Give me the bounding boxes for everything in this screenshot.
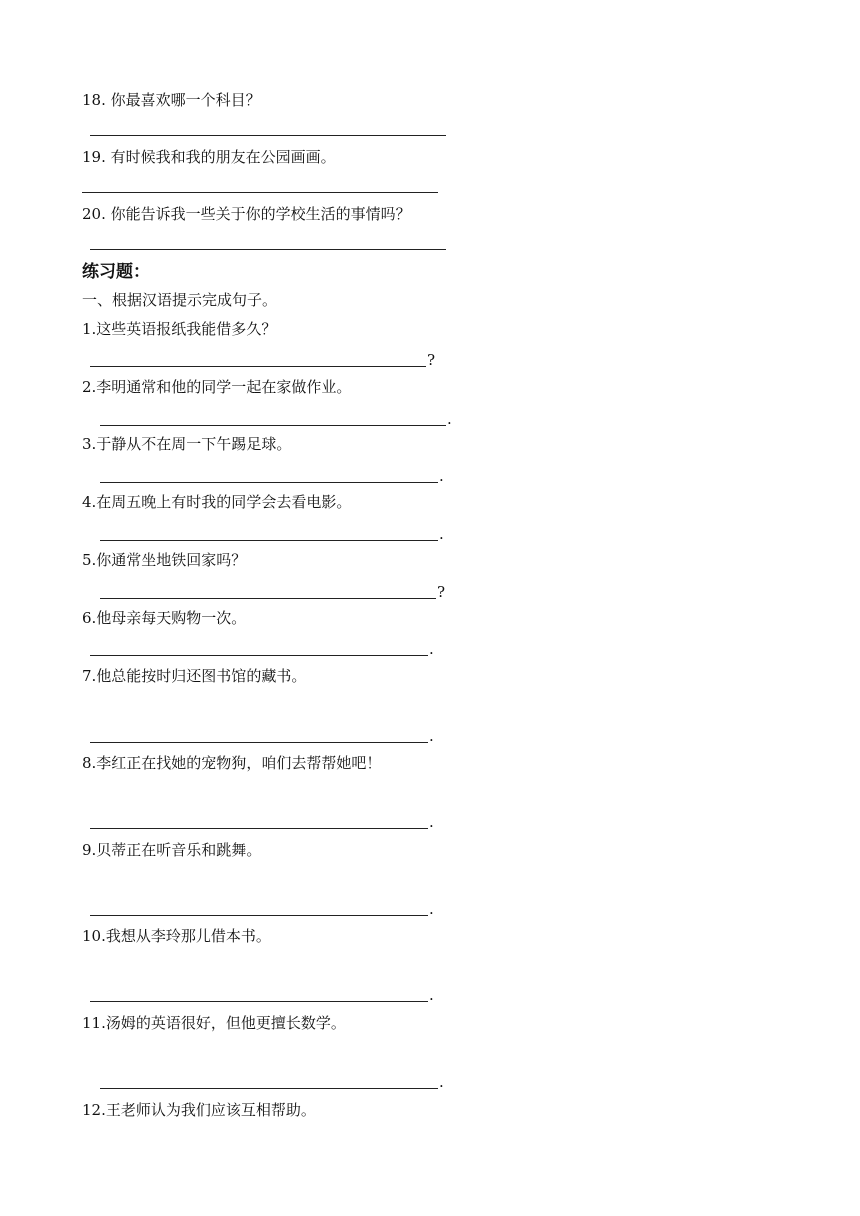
end-punct-3: .	[439, 467, 444, 485]
end-punct-8: .	[429, 813, 434, 831]
answer-blank-4[interactable]	[100, 540, 438, 541]
answer-blank-8[interactable]	[90, 828, 428, 829]
answer-blank-10[interactable]	[90, 1001, 428, 1002]
end-punct-9: .	[429, 900, 434, 918]
question-18: 18. 你最喜欢哪一个科目？	[82, 91, 261, 109]
end-punct-2: .	[447, 410, 452, 428]
exercise-1: 1.这些英语报纸我能借多久？	[82, 320, 277, 338]
answer-blank-1[interactable]	[90, 366, 426, 367]
answer-blank-9[interactable]	[90, 915, 428, 916]
exercise-11: 11.汤姆的英语很好，但他更擅长数学。	[82, 1014, 346, 1032]
section-heading: 练习题：	[82, 262, 150, 282]
answer-blank-3[interactable]	[100, 482, 438, 483]
end-punct-11: .	[439, 1073, 444, 1091]
exercise-8: 8.李红正在找她的宠物狗，咱们去帮帮她吧！	[82, 754, 382, 772]
end-punct-1: ?	[427, 351, 436, 369]
answer-blank-5[interactable]	[100, 598, 436, 599]
exercise-7: 7.他总能按时归还图书馆的藏书。	[82, 667, 307, 685]
end-punct-10: .	[429, 986, 434, 1004]
end-punct-5: ?	[437, 583, 446, 601]
answer-blank-20[interactable]	[90, 249, 446, 250]
exercise-10: 10.我想从李玲那儿借本书。	[82, 927, 271, 945]
exercise-9: 9.贝蒂正在听音乐和跳舞。	[82, 841, 262, 859]
exercise-3: 3.于静从不在周一下午踢足球。	[82, 435, 292, 453]
exercise-4: 4.在周五晚上有时我的同学会去看电影。	[82, 493, 352, 511]
exercise-2: 2.李明通常和他的同学一起在家做作业。	[82, 378, 352, 396]
answer-blank-6[interactable]	[90, 655, 428, 656]
exercise-6: 6.他母亲每天购物一次。	[82, 609, 247, 627]
end-punct-4: .	[439, 525, 444, 543]
end-punct-7: .	[429, 727, 434, 745]
answer-blank-19[interactable]	[82, 192, 438, 193]
question-20: 20. 你能告诉我一些关于你的学校生活的事情吗？	[82, 205, 411, 223]
exercise-12: 12.王老师认为我们应该互相帮助。	[82, 1101, 316, 1119]
answer-blank-11[interactable]	[100, 1088, 438, 1089]
exercise-5: 5.你通常坐地铁回家吗？	[82, 551, 247, 569]
answer-blank-2[interactable]	[100, 425, 446, 426]
answer-blank-18[interactable]	[90, 135, 446, 136]
end-punct-6: .	[429, 640, 434, 658]
answer-blank-7[interactable]	[90, 742, 428, 743]
question-19: 19. 有时候我和我的朋友在公园画画。	[82, 148, 336, 166]
part-one-instruction: 一、根据汉语提示完成句子。	[82, 291, 278, 309]
